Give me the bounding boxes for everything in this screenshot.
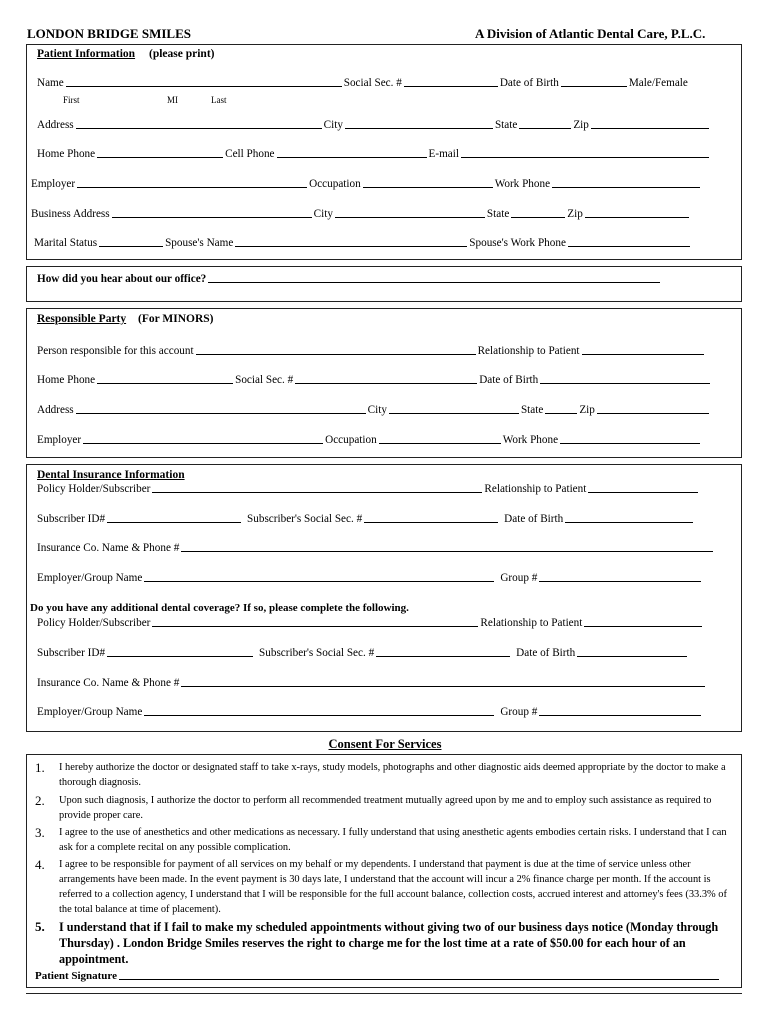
dob-field[interactable] [561, 75, 627, 87]
policy-holder-row [37, 481, 741, 495]
additional-subscriber-row [37, 645, 741, 659]
consent-item-text: Upon such diagnosis, I authorize the doctor to perform all recommended treatment mutually agreed upon by me and to employ such assistance as required to provide proper care. [59, 795, 712, 821]
city-label: City [323, 119, 343, 131]
business-address-row [31, 206, 741, 220]
spouse-name-field[interactable] [235, 235, 467, 247]
email-field[interactable] [461, 146, 709, 158]
insurance-relationship-label: Relationship to Patient [484, 483, 587, 495]
additional-employer-group-field[interactable] [144, 704, 494, 716]
consent-item-text: I hereby authorize the doctor or designated staff to take x-rays, study models, photographs and other diagnostic aids deemed appropriate by the doctor to make a thorough diagnosis. [59, 762, 726, 788]
state-label: State [494, 119, 518, 131]
referral-section [26, 266, 742, 302]
responsible-work-phone-field[interactable] [560, 432, 700, 444]
responsible-zip-field[interactable] [597, 402, 709, 414]
name-field[interactable] [66, 75, 342, 87]
additional-group-number-label: Group # [500, 706, 538, 718]
email-label: E-mail [428, 148, 459, 160]
spouse-work-phone-field[interactable] [568, 235, 690, 247]
responsible-employer-row [37, 432, 741, 446]
signature-row [35, 968, 735, 982]
additional-dob-field[interactable] [577, 645, 687, 657]
marital-status-label: Marital Status [34, 237, 98, 249]
responsible-address-row [37, 402, 741, 416]
responsible-address-label: Address [37, 404, 74, 416]
city-field[interactable] [345, 117, 493, 129]
dob-label: Date of Birth [499, 77, 559, 89]
employer-group-field[interactable] [144, 570, 494, 582]
insurance-section [26, 464, 742, 732]
responsible-occupation-field[interactable] [379, 432, 501, 444]
address-field[interactable] [76, 117, 322, 129]
employer-group-label: Employer/Group Name [37, 572, 143, 584]
subscriber-row [37, 511, 741, 525]
bottom-rule [26, 993, 742, 994]
address-row [37, 117, 741, 131]
business-zip-field[interactable] [585, 206, 689, 218]
consent-item-1 [35, 760, 735, 790]
employer-field[interactable] [77, 176, 307, 188]
consent-item-text: I agree to be responsible for payment of all services on my behalf or my dependents. I understand that payment is due at the time of service unless other arrangements have been made. In the event payment is 30 days late, I understand that the account will incur a 2% finance charge per month. If the account is referred to a collection agency, I understand that I will be responsible for the full account balance, collection costs, accrued interest and attorney's fees (33.3% of the total balance at time of placement). [59, 859, 727, 915]
additional-group-number-field[interactable] [539, 704, 701, 716]
home-phone-label: Home Phone [37, 148, 96, 160]
consent-item-4 [35, 857, 735, 917]
policy-holder-label: Policy Holder/Subscriber [37, 483, 151, 495]
responsible-state-field[interactable] [545, 402, 577, 414]
additional-subscriber-ssn-field[interactable] [376, 645, 510, 657]
subscriber-dob-label: Date of Birth [504, 513, 564, 525]
cell-phone-label: Cell Phone [225, 148, 275, 160]
additional-policy-holder-field[interactable] [152, 615, 478, 627]
responsible-occupation-label: Occupation [325, 434, 377, 446]
division-name: A Division of Atlantic Dental Care, P.L.C. [475, 26, 706, 41]
patient-info-section [26, 44, 742, 260]
responsible-employer-field[interactable] [83, 432, 323, 444]
additional-relationship-field[interactable] [584, 615, 702, 627]
consent-item-number: 4. [35, 857, 45, 872]
responsible-state-label: State [520, 404, 544, 416]
insurance-relationship-field[interactable] [588, 481, 698, 493]
employer-group-row [37, 570, 741, 584]
patient-info-note: (please print) [149, 48, 215, 60]
occupation-label: Occupation [309, 178, 361, 190]
mi-sublabel: MI [167, 95, 178, 105]
cell-phone-field[interactable] [277, 146, 427, 158]
consent-section [26, 754, 742, 988]
subscriber-id-field[interactable] [107, 511, 241, 523]
consent-item-number: 1. [35, 760, 45, 775]
business-city-label: City [313, 208, 333, 220]
ssn-field[interactable] [404, 75, 498, 87]
responsible-person-row [37, 343, 741, 357]
responsible-employer-label: Employer [37, 434, 82, 446]
employer-row [31, 176, 741, 190]
state-field[interactable] [519, 117, 571, 129]
responsible-dob-label: Date of Birth [479, 374, 539, 386]
consent-item-text: I agree to the use of anesthetics and other medications as necessary. I fully understand that using anesthetic agents embodies certain risks. I understand that I can ask for a complete recital on any possible complication. [59, 827, 727, 853]
additional-subscriber-id-field[interactable] [107, 645, 253, 657]
practice-name: LONDON BRIDGE SMILES [27, 26, 191, 41]
responsible-party-section [26, 308, 742, 458]
consent-title: Consent For Services [328, 737, 442, 751]
consent-item-2 [35, 793, 735, 823]
sex-label: Male/Female [628, 77, 688, 89]
additional-employer-group-label: Employer/Group Name [37, 706, 143, 718]
consent-item-5 [35, 919, 735, 967]
signature-label: Patient Signature [35, 970, 117, 982]
additional-employer-group-row [37, 704, 741, 718]
work-phone-field[interactable] [552, 176, 700, 188]
first-sublabel: First [63, 95, 80, 105]
referral-field[interactable] [208, 271, 660, 283]
work-phone-label: Work Phone [494, 178, 551, 190]
responsible-dob-field[interactable] [540, 372, 710, 384]
additional-policy-holder-label: Policy Holder/Subscriber [37, 617, 151, 629]
consent-item-number: 2. [35, 793, 45, 808]
additional-relationship-label: Relationship to Patient [480, 617, 583, 629]
business-state-label: State [486, 208, 510, 220]
consent-item-number: 3. [35, 825, 45, 840]
zip-field[interactable] [591, 117, 709, 129]
responsible-work-phone-label: Work Phone [502, 434, 559, 446]
insurance-company-row [37, 540, 741, 554]
subscriber-id-label: Subscriber ID# [37, 513, 106, 525]
additional-policy-holder-row [37, 615, 741, 629]
additional-insurance-company-row [37, 675, 741, 689]
responsible-phone-row [37, 372, 741, 386]
responsible-zip-label: Zip [579, 404, 595, 416]
address-label: Address [37, 119, 74, 131]
responsible-ssn-label: Social Sec. # [235, 374, 294, 386]
responsible-home-phone-field[interactable] [97, 372, 233, 384]
additional-insurance-company-label: Insurance Co. Name & Phone # [37, 677, 180, 689]
business-zip-label: Zip [567, 208, 583, 220]
responsible-party-title: Responsible Party [37, 313, 127, 325]
employer-label: Employer [31, 178, 76, 190]
subscriber-ssn-label: Subscriber's Social Sec. # [247, 513, 363, 525]
subscriber-ssn-field[interactable] [364, 511, 498, 523]
referral-row [37, 271, 741, 285]
business-address-field[interactable] [112, 206, 312, 218]
zip-label: Zip [573, 119, 589, 131]
marital-status-field[interactable] [99, 235, 163, 247]
consent-item-text: I understand that if I fail to make my scheduled appointments without giving two of our business days notice (Monday through Thursday) . London Bridge Smiles reserves the right to charge me for the lost time at a rate of $50.00 for each hour of an appointment. [59, 920, 719, 966]
responsible-relationship-label: Relationship to Patient [477, 345, 580, 357]
policy-holder-field[interactable] [152, 481, 482, 493]
subscriber-dob-field[interactable] [565, 511, 693, 523]
insurance-title: Dental Insurance Information [37, 469, 185, 481]
patient-info-title: Patient Information [37, 48, 136, 60]
additional-coverage-question: Do you have any additional dental coverage? If so, please complete the following. [30, 602, 409, 614]
ssn-label: Social Sec. # [343, 77, 402, 89]
responsible-city-field[interactable] [389, 402, 519, 414]
insurance-company-label: Insurance Co. Name & Phone # [37, 542, 180, 554]
group-number-field[interactable] [539, 570, 701, 582]
insurance-company-field[interactable] [181, 540, 713, 552]
spouse-work-phone-label: Spouse's Work Phone [469, 237, 566, 249]
consent-item-3 [35, 825, 735, 855]
additional-subscriber-ssn-label: Subscriber's Social Sec. # [259, 647, 375, 659]
signature-field[interactable] [119, 968, 719, 980]
spouse-name-label: Spouse's Name [165, 237, 234, 249]
home-phone-field[interactable] [97, 146, 223, 158]
responsible-person-label: Person responsible for this account [37, 345, 194, 357]
name-row [37, 75, 741, 89]
last-sublabel: Last [211, 95, 227, 105]
phone-row [37, 146, 741, 160]
responsible-city-label: City [367, 404, 387, 416]
additional-dob-label: Date of Birth [516, 647, 576, 659]
name-label: Name [37, 77, 64, 89]
responsible-relationship-field[interactable] [582, 343, 704, 355]
additional-insurance-company-field[interactable] [181, 675, 705, 687]
group-number-label: Group # [500, 572, 538, 584]
business-city-field[interactable] [335, 206, 485, 218]
responsible-home-phone-label: Home Phone [37, 374, 96, 386]
additional-subscriber-id-label: Subscriber ID# [37, 647, 106, 659]
business-address-label: Business Address [31, 208, 110, 220]
business-state-field[interactable] [511, 206, 565, 218]
occupation-field[interactable] [363, 176, 493, 188]
responsible-person-field[interactable] [196, 343, 476, 355]
responsible-party-note: (For MINORS) [138, 313, 214, 325]
responsible-ssn-field[interactable] [295, 372, 477, 384]
responsible-address-field[interactable] [76, 402, 366, 414]
referral-question: How did you hear about our office? [37, 273, 207, 285]
consent-item-number: 5. [35, 919, 45, 934]
marital-row [34, 235, 741, 249]
